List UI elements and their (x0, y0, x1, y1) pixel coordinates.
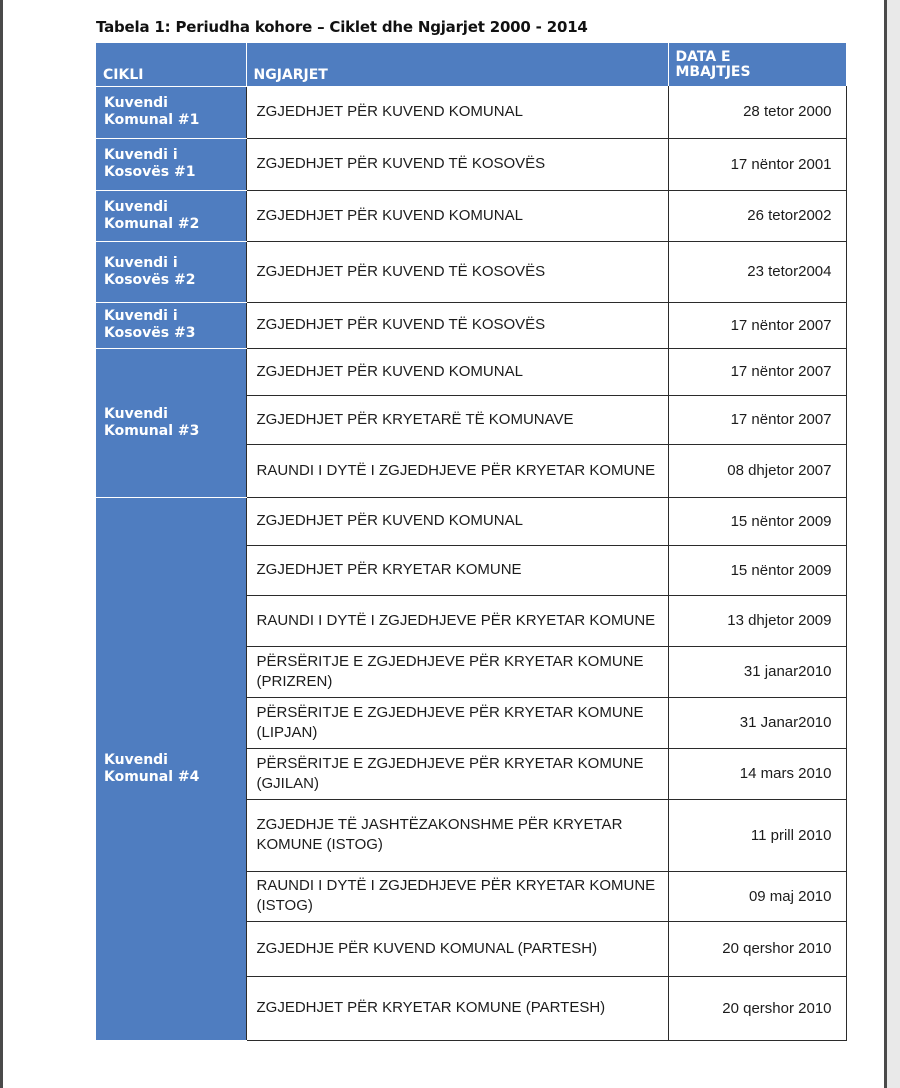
event-cell: PËRSËRITJE E ZGJEDHJEVE PËR KRYETAR KOMUNE (LIPJAN) (246, 697, 668, 748)
date-cell: 31 janar2010 (668, 646, 846, 697)
event-cell: ZGJEDHJET PËR KUVEND KOMUNAL (246, 190, 668, 241)
date-cell: 17 nëntor 2007 (668, 395, 846, 444)
header-events: NGJARJET (246, 43, 668, 86)
date-cell: 15 nëntor 2009 (668, 497, 846, 545)
cycle-cell: Kuvendi i Kosovës #1 (96, 138, 246, 190)
table-row (96, 190, 846, 241)
table-row (96, 241, 846, 302)
cycle-cell: Kuvendi Komunal #1 (96, 86, 246, 138)
date-cell: 17 nëntor 2001 (668, 138, 846, 190)
event-cell: RAUNDI I DYTË I ZGJEDHJEVE PËR KRYETAR KOMUNE (ISTOG) (246, 871, 668, 921)
table-row (96, 302, 846, 348)
cycle-cell: Kuvendi Komunal #4 (96, 497, 246, 1040)
event-cell: PËRSËRITJE E ZGJEDHJEVE PËR KRYETAR KOMUNE (GJILAN) (246, 748, 668, 799)
date-cell: 15 nëntor 2009 (668, 545, 846, 595)
header-date-line2: MBAJTJES (675, 63, 751, 80)
event-cell: ZGJEDHJET PËR KRYETARË TË KOMUNAVE (246, 395, 668, 444)
date-cell: 20 qershor 2010 (668, 976, 846, 1040)
cycle-cell: Kuvendi Komunal #3 (96, 348, 246, 497)
event-cell: ZGJEDHJET PËR KUVEND KOMUNAL (246, 86, 668, 138)
date-cell: 17 nëntor 2007 (668, 348, 846, 395)
date-cell: 14 mars 2010 (668, 748, 846, 799)
table-row (96, 86, 846, 138)
event-cell: ZGJEDHJE PËR KUVEND KOMUNAL (PARTESH) (246, 921, 668, 976)
page-frame-left (0, 0, 3, 1088)
date-cell: 23 tetor2004 (668, 241, 846, 302)
event-cell: RAUNDI I DYTË I ZGJEDHJEVE PËR KRYETAR KOMUNE (246, 444, 668, 497)
cycle-cell: Kuvendi Komunal #2 (96, 190, 246, 241)
table-row (96, 138, 846, 190)
date-cell: 17 nëntor 2007 (668, 302, 846, 348)
header-date-line1: DATA E (675, 48, 731, 65)
date-cell: 09 maj 2010 (668, 871, 846, 921)
event-cell: ZGJEDHJET PËR KUVEND TË KOSOVËS (246, 241, 668, 302)
date-cell: 28 tetor 2000 (668, 86, 846, 138)
date-cell: 20 qershor 2010 (668, 921, 846, 976)
event-cell: RAUNDI I DYTË I ZGJEDHJEVE PËR KRYETAR KOMUNE (246, 595, 668, 646)
header-date (668, 43, 846, 86)
event-cell: ZGJEDHJET PËR KUVEND TË KOSOVËS (246, 138, 668, 190)
date-cell: 11 prill 2010 (668, 799, 846, 871)
event-cell: ZGJEDHJET PËR KUVEND KOMUNAL (246, 348, 668, 395)
table-header-row (96, 43, 846, 86)
table-row (96, 348, 846, 395)
event-cell: ZGJEDHJET PËR KRYETAR KOMUNE (246, 545, 668, 595)
event-cell: ZGJEDHJE TË JASHTËZAKONSHME PËR KRYETAR KOMUNE (ISTOG) (246, 799, 668, 871)
cycle-cell: Kuvendi i Kosovës #2 (96, 241, 246, 302)
event-cell: ZGJEDHJET PËR KUVEND TË KOSOVËS (246, 302, 668, 348)
event-cell: ZGJEDHJET PËR KRYETAR KOMUNE (PARTESH) (246, 976, 668, 1040)
page-margin-right (887, 0, 900, 1088)
table-caption: Tabela 1: Periudha kohore – Ciklet dhe Ngjarjet 2000 - 2014 (96, 18, 588, 36)
header-cycle: CIKLI (96, 43, 246, 86)
table-row (96, 497, 846, 545)
date-cell: 26 tetor2002 (668, 190, 846, 241)
elections-table (96, 43, 847, 1041)
date-cell: 08 dhjetor 2007 (668, 444, 846, 497)
event-cell: PËRSËRITJE E ZGJEDHJEVE PËR KRYETAR KOMUNE (PRIZREN) (246, 646, 668, 697)
date-cell: 13 dhjetor 2009 (668, 595, 846, 646)
cycle-cell: Kuvendi i Kosovës #3 (96, 302, 246, 348)
event-cell: ZGJEDHJET PËR KUVEND KOMUNAL (246, 497, 668, 545)
date-cell: 31 Janar2010 (668, 697, 846, 748)
